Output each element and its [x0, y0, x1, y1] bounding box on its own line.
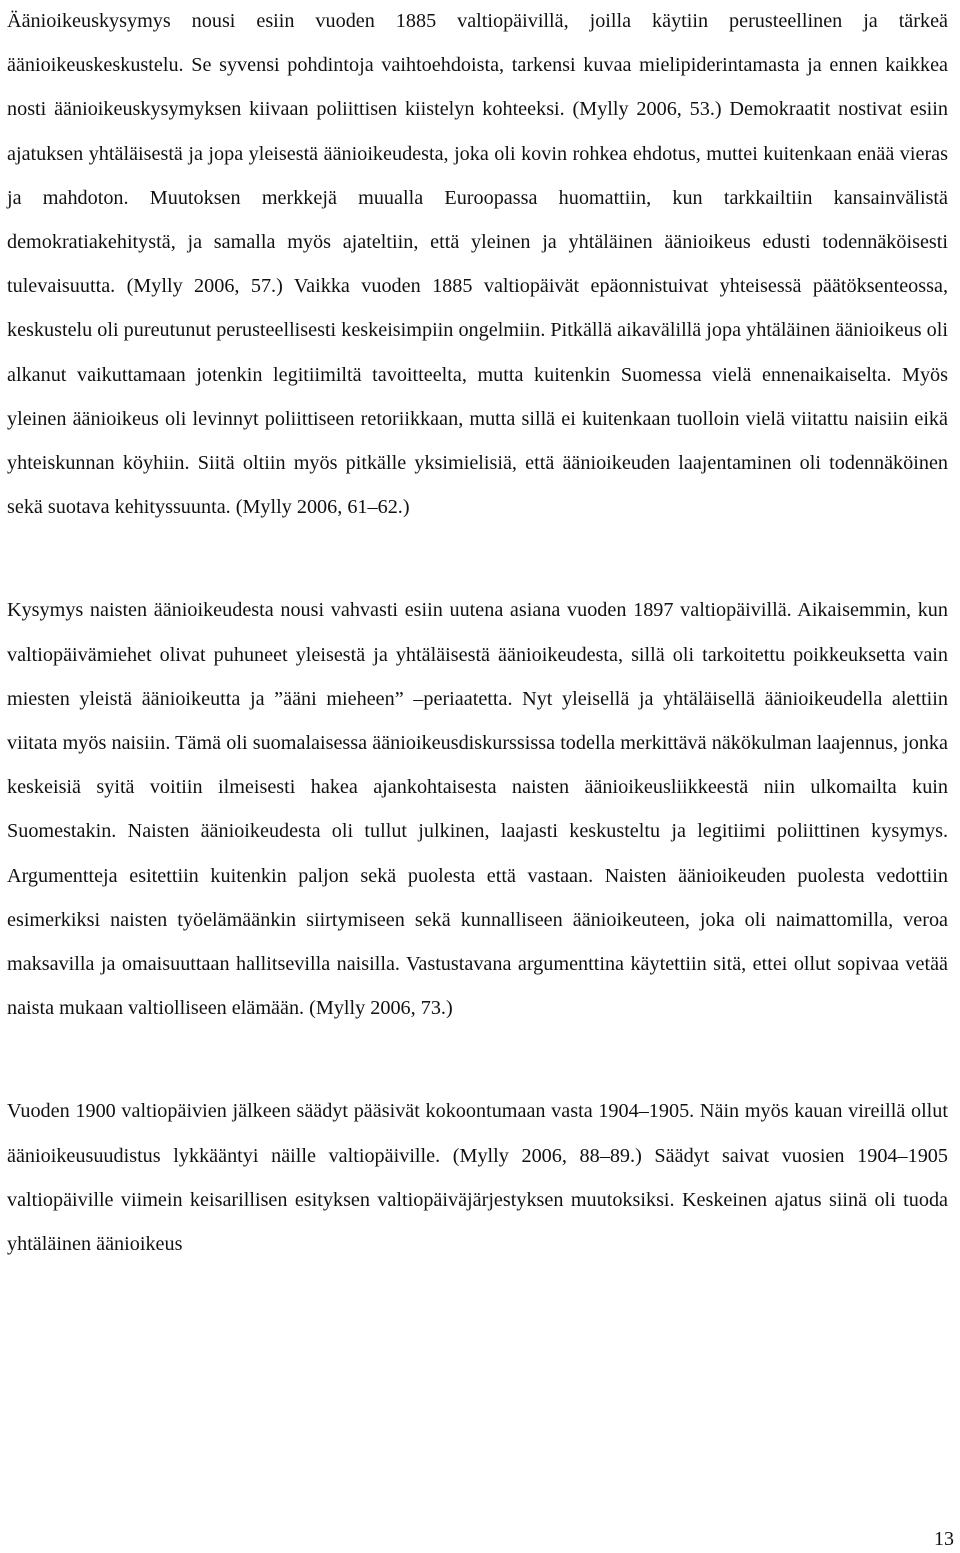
paragraph-1885-diet: Äänioikeuskysymys nousi esiin vuoden 1885 valtiopäivillä, joilla käytiin perusteellinen ja tärkeä äänioikeuskeskustelu. Se syvensi pohdintoja vaihtoehdoista, tarkensi kuvaa mielipiderintamasta ja ennen kaikkea nosti äänioikeuskysymyksen kiivaan poliittisen kiistelyn kohteeksi. (Mylly 2006, 53.) Demokraatit nostivat esiin ajatuksen yhtäläisestä ja jopa yleisestä äänioikeudesta, joka oli kovin rohkea ehdotus, muttei kuitenkaan enää vieras ja mahdoton. Muutoksen merkkejä muualla Euroopassa huomattiin, kun tarkkailtiin kansainvälistä demokratiakehitystä, ja samalla myös ajateltiin, että yleinen ja yhtäläinen äänioikeus edusti todennäköisesti tulevaisuutta. (Mylly 2006, 57.) Vaikka vuoden 1885 valtiopäivät epäonnistuivat yhteisessä päätöksenteossa, keskustelu oli pureutunut perusteellisesti keskeisimpiin ongelmiin. Pitkällä aikavälillä jopa yhtäläinen äänioikeus oli alkanut vaikuttamaan jotenkin legitiimiltä tavoitteelta, mutta kuitenkin Suomessa vielä ennenaikaiselta. Myös yleinen äänioikeus oli levinnyt poliittiseen retoriikkaan, mutta sillä ei kuitenkaan tuolloin vielä viitattu naisiin eikä yhteiskunnan köyhiin. Siitä oltiin myös pitkälle yksimielisiä, että äänioikeuden laajentaminen oli todennäköinen sekä suotava kehityssuunta. (Mylly 2006, 61–62.) — [7, 10, 948, 519]
document-page — [7, 0, 948, 1266]
paragraph-spacer — [7, 1030, 948, 1089]
paragraph-1897-women-suffrage: Kysymys naisten äänioikeudesta nousi vahvasti esiin uutena asiana vuoden 1897 valtiopäivillä. Aikaisemmin, kun valtiopäivämiehet olivat puhuneet yleisestä ja yhtäläisestä äänioikeudesta, sillä oli tarkoitettu poikkeuksetta vain miesten yleistä äänioikeutta ja ”ääni mieheen” –periaatetta. Nyt yleisellä ja yhtäläisellä äänioikeudella alettiin viitata myös naisiin. Tämä oli suomalaisessa äänioikeusdiskurssissa todella merkittävä näkökulman laajennus, jonka keskeisiä syitä voitiin ilmeisesti hakea ajankohtaisesta naisten äänioikeusliikkeestä niin ulkomailta kuin Suomestakin. Naisten äänioikeudesta oli tullut julkinen, laajasti keskusteltu ja legitiimi poliittinen kysymys. Argumentteja esitettiin kuitenkin paljon sekä puolesta että vastaan. Naisten äänioikeuden puolesta vedottiin esimerkiksi naisten työelämäänkin siirtymiseen sekä kunnalliseen äänioikeuteen, joka oli naimattomilla, veroa maksavilla ja omaisuuttaan hallitsevilla naisilla. Vastustavana argumenttina käytettiin sitä, ettei ollut sopivaa vetää naista mukaan valtiolliseen elämään. (Mylly 2006, 73.) — [7, 599, 948, 1020]
paragraph-spacer — [7, 529, 948, 588]
paragraph-1904-1905-diet: Vuoden 1900 valtiopäivien jälkeen säädyt pääsivät kokoontumaan vasta 1904–1905. Näin myös kauan vireillä ollut äänioikeusuudistus lykkääntyi näille valtiopäiville. (Mylly 2006, 88–89.) Säädyt saivat vuosien 1904–1905 valtiopäiville viimein keisarillisen esityksen valtiopäiväjärjestyksen muutoksiksi. Keskeinen ajatus siinä oli tuoda yhtäläinen äänioikeus — [7, 1100, 948, 1256]
page-number: 13 — [934, 1528, 954, 1550]
